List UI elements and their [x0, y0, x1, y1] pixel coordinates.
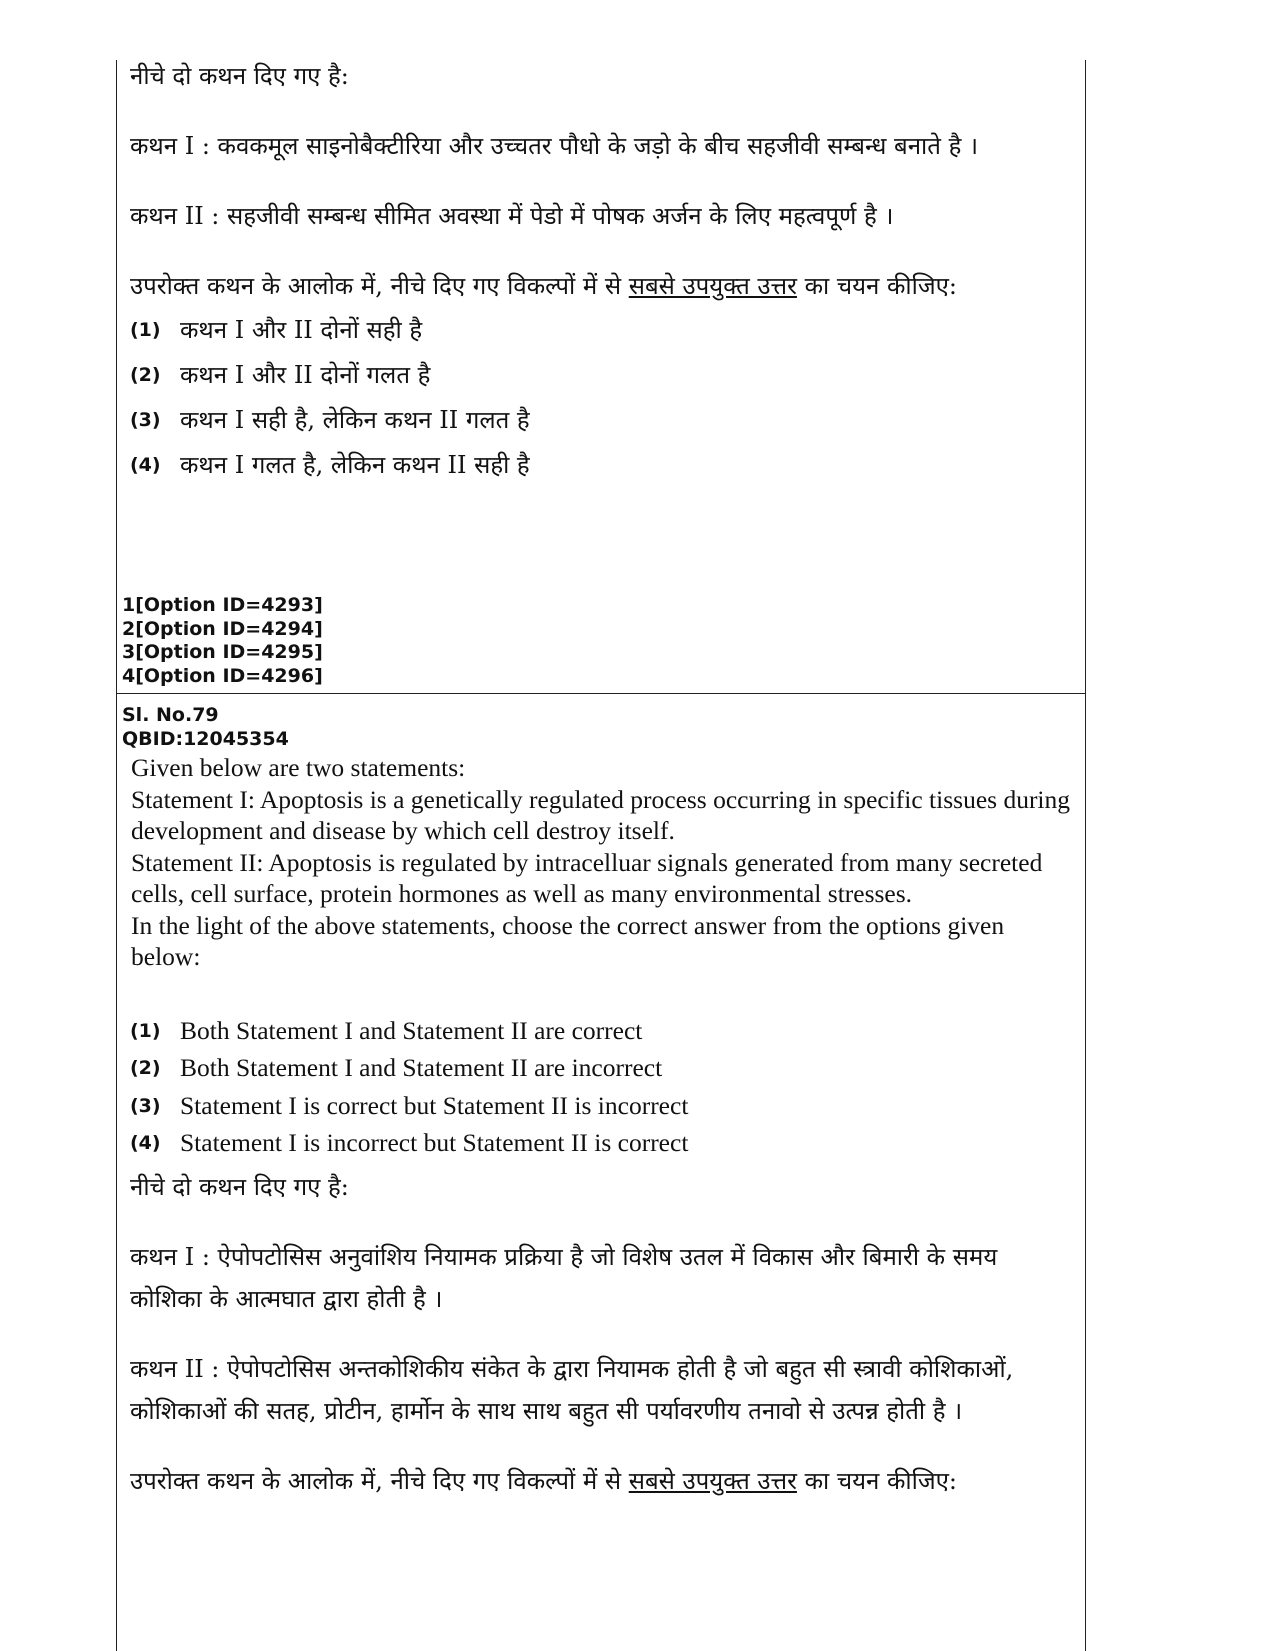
q79-english-options [130, 1012, 688, 1162]
q79-option-2: (2) Both Statement I and Statement II are incorrect [130, 1053, 663, 1083]
q79-option-4: (4) Statement I is incorrect but Statement II is correct [130, 1128, 689, 1158]
q79-hindi-instruction-emphasis: सबसे उपयुक्त उत्तर [628, 1467, 797, 1495]
q78-hindi-options [130, 307, 1075, 487]
q79-option-3: (3) Statement I is correct but Statement II is incorrect [130, 1090, 689, 1120]
q78-option-1: (1) कथन I और II दोनों सही है [130, 316, 423, 344]
q79-hindi-instruction: उपरोक्त कथन के आलोक में, नीचे दिए गए विकल्पों में से सबसे उपयुक्त उत्तर का चयन कीजिए: [130, 1467, 957, 1495]
option-id-4: 4[Option ID=4296] [122, 664, 323, 687]
q79-english-statement-1: Statement I: Apoptosis is a genetically regulated process occurring in specific tissues during development and disease by which cell destroy itself. [131, 784, 1071, 845]
q79-hindi-statement-1: कथन I : ऐपोपटोसिस अनुवांशिय नियामक प्रक्रिया है जो विशेष उतल में विकास और बिमारी के समय कोशिका के आत्मघात द्वारा होती है । [130, 1243, 998, 1313]
q78-hindi-statement-2: कथन II : सहजीवी सम्बन्ध सीमित अवस्था में पेडो में पोषक अर्जन के लिए महत्वपूर्ण है । [130, 202, 894, 230]
option-id-1: 1[Option ID=4293] [122, 594, 323, 616]
q78-option-3: (3) कथन I सही है, लेकिन कथन II गलत है [130, 406, 530, 434]
q78-hindi-instruction: उपरोक्त कथन के आलोक में, नीचे दिए गए विकल्पों में से सबसे उपयुक्त उत्तर का चयन कीजिए: [130, 272, 957, 300]
q79-hindi-block [130, 1166, 1075, 1502]
q79-hindi-statement-2: कथन II : ऐपोपटोसिस अन्तकोशिकीय संकेत के द्वारा नियामक होती है जो बहुत सी स्त्रावी कोशिकाओं, कोशिकाओं की सतह, प्रोटीन, हार्मोन के साथ साथ बहुत सी पर्यावरणीय तनावो से उत्पन्न होती है । [130, 1355, 1014, 1425]
q79-serial-number: Sl. No.79 [122, 704, 219, 726]
q79-option-1: (1) Both Statement I and Statement II are correct [130, 1015, 643, 1045]
q79-english-instruction: In the light of the above statements, choose the correct answer from the options given below: [131, 910, 1005, 971]
q78-hindi-block [130, 55, 1075, 487]
q78-hindi-intro: नीचे दो कथन दिए गए है: [130, 62, 349, 90]
option-id-3: 3[Option ID=4295] [122, 641, 323, 663]
q79-english-statement-2: Statement II: Apoptosis is regulated by intracelluar signals generated from many secreted cells, cell surface, protein hormones as well as many environmental stresses. [131, 847, 1043, 908]
q79-meta [122, 703, 289, 751]
q78-hindi-instruction-emphasis: सबसे उपयुक्त उत्तर [628, 272, 797, 300]
q79-hindi-intro: नीचे दो कथन दिए गए है: [130, 1173, 349, 1201]
q78-option-2: (2) कथन I और II दोनों गलत है [130, 361, 431, 389]
question-divider [116, 693, 1086, 694]
q78-hindi-statement-1: कथन I : कवकमूल साइनोबैक्टीरिया और उच्चतर पौधो के जड़ो के बीच सहजीवी सम्बन्ध बनाते है । [130, 132, 979, 160]
q79-qbid: QBID:12045354 [122, 728, 289, 750]
q79-english-intro: Given below are two statements: [131, 753, 466, 782]
q78-option-ids [122, 594, 323, 688]
q79-english-text [131, 752, 1076, 973]
option-id-2: 2[Option ID=4294] [122, 617, 323, 640]
q78-option-4: (4) कथन I गलत है, लेकिन कथन II सही है [130, 451, 530, 479]
